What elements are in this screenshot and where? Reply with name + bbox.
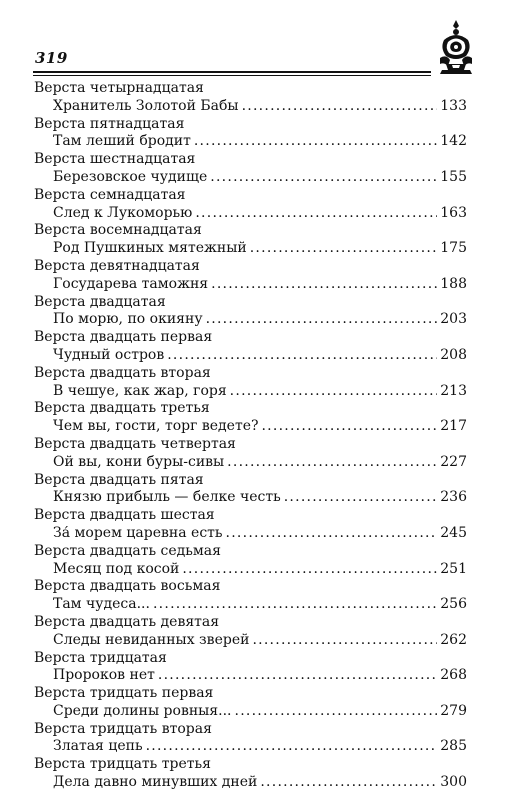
toc-entry-title: Березовское чудище [53,168,208,185]
dot-leader [206,311,438,329]
toc-entry-row [34,133,467,151]
dot-leader [210,169,437,187]
toc-entry-page: 251 [440,560,467,577]
toc-entry-row [34,311,467,329]
toc-entry-title: В чешуе, как жар, горя [53,382,227,399]
toc-chapter-title: Верста шестнадцатая [34,151,196,168]
toc-entry-row [34,703,467,721]
toc-entry-title: Следы невиданных зверей [53,631,250,648]
toc-entry-title: Чем вы, гости, торг ведете? [53,418,259,435]
header-rule-thin [33,75,431,76]
toc-entry-row [34,240,467,258]
toc-entry-title: Дела давно минувших дней [53,774,258,791]
toc-chapter-title: Верста восемнадцатая [34,222,202,239]
dot-leader [252,632,437,650]
toc-entry-page: 300 [440,774,467,791]
toc-entry-title: Ой вы, кони буры-сивы [53,453,225,470]
toc-entry-row [34,169,467,187]
toc-entry-page: 217 [440,418,467,435]
toc-entry-page: 213 [440,382,467,399]
toc-entry-page: 133 [440,97,467,114]
toc-chapter-title: Верста двадцать пятая [34,471,204,488]
toc-entry-row [34,347,467,365]
toc-entry-row [34,596,467,614]
toc-entry-page: 227 [440,453,467,470]
toc-entry-row [34,561,467,579]
toc-entry-page: 245 [440,524,467,541]
toc-entry-page: 262 [440,631,467,648]
toc-entry-title: За́ морем царевна есть [53,524,223,541]
toc-chapter-title: Верста двадцать девятая [34,613,220,630]
toc-entry-row [34,667,467,685]
dot-leader [146,738,438,756]
toc-entry-row [34,205,467,223]
toc-entry-page: 236 [440,489,467,506]
toc-entry-page: 142 [440,133,467,150]
toc-chapter-title: Верста двадцать шестая [34,507,215,524]
toc-entry-title: Род Пушкиных мятежный [53,240,247,257]
toc-entry-title: По морю, по окияну [53,311,203,328]
dot-leader [226,525,438,543]
toc-entry-page: 155 [440,168,467,185]
toc-entry-title: Чудный остров [53,346,165,363]
toc-entry-title: Хранитель Золотой Бабы [53,97,239,114]
toc-chapter-title: Верста тридцать третья [34,756,211,773]
toc-entry-row [34,738,467,756]
dot-leader [194,133,437,151]
toc-entry-title: Пророков нет [53,667,155,684]
toc-chapter-title: Верста тридцать первая [34,685,214,702]
toc-entry-title: След к Лукоморью [53,204,193,221]
toc-chapter-title: Верста двадцать четвертая [34,435,236,452]
toc-entry-row [34,525,467,543]
dot-leader [284,489,438,507]
toc-entry-page: 188 [440,275,467,292]
dot-leader [158,667,437,685]
toc-entry-title: Князю прибыль — белке честь [53,489,281,506]
toc-entry-title: Месяц под косой [53,560,180,577]
toc-entry-title: Там леший бродит [53,133,191,150]
dot-leader [230,383,438,401]
toc-entry-page: 279 [440,702,467,719]
toc-chapter-title: Верста двадцать восьмая [34,578,221,595]
toc-entry-title: Государева таможня [53,275,209,292]
toc-chapter-title: Верста тридцатая [34,649,167,666]
toc-chapter-title: Верста четырнадцатая [34,80,204,96]
page-header [33,44,473,78]
dot-leader [235,703,438,721]
crest-ornament-icon [436,18,476,78]
toc-entry-page: 203 [440,311,467,328]
toc-entry-page: 268 [440,667,467,684]
dot-leader [260,774,437,792]
dot-leader [261,418,437,436]
page-number: 319 [35,49,68,67]
toc-chapter-title: Верста двадцать вторая [34,364,211,381]
toc-entry-page: 163 [440,204,467,221]
toc-entry-title: Златая цепь [53,738,143,755]
toc-entry-row [34,276,467,294]
toc-chapter-title: Верста двадцать первая [34,329,213,346]
toc-chapter-title: Верста девятнадцатая [34,257,200,274]
toc-entry-title: Среди долины ровныя... [53,702,232,719]
toc-entry-row [34,489,467,507]
toc-chapter-title: Верста двадцать третья [34,400,210,417]
dot-leader [211,276,437,294]
toc-entry-row [34,383,467,401]
dot-leader [167,347,437,365]
dot-leader [153,596,437,614]
dot-leader [195,205,437,223]
toc-entry-page: 285 [440,738,467,755]
dot-leader [227,454,437,472]
toc-entry-row [34,454,467,472]
toc-chapter-title: Верста двадцать седьмая [34,542,221,559]
toc-chapter-title: Верста пятнадцатая [34,115,185,132]
dot-leader [250,240,438,258]
dot-leader [182,561,437,579]
dot-leader [242,98,438,116]
toc-entry-page: 175 [440,240,467,257]
table-of-contents [34,80,467,792]
toc-entry-row [34,98,467,116]
toc-entry-page: 256 [440,596,467,613]
toc-chapter-title: Верста семнадцатая [34,186,186,203]
toc-entry-row [34,418,467,436]
toc-entry-title: Там чудеса... [53,596,150,613]
toc-entry-row [34,632,467,650]
toc-entry-row [34,774,467,792]
toc-chapter-title: Верста тридцать вторая [34,720,212,737]
toc-chapter-title: Верста двадцатая [34,293,166,310]
header-rule [33,71,431,73]
toc-entry-page: 208 [440,346,467,363]
